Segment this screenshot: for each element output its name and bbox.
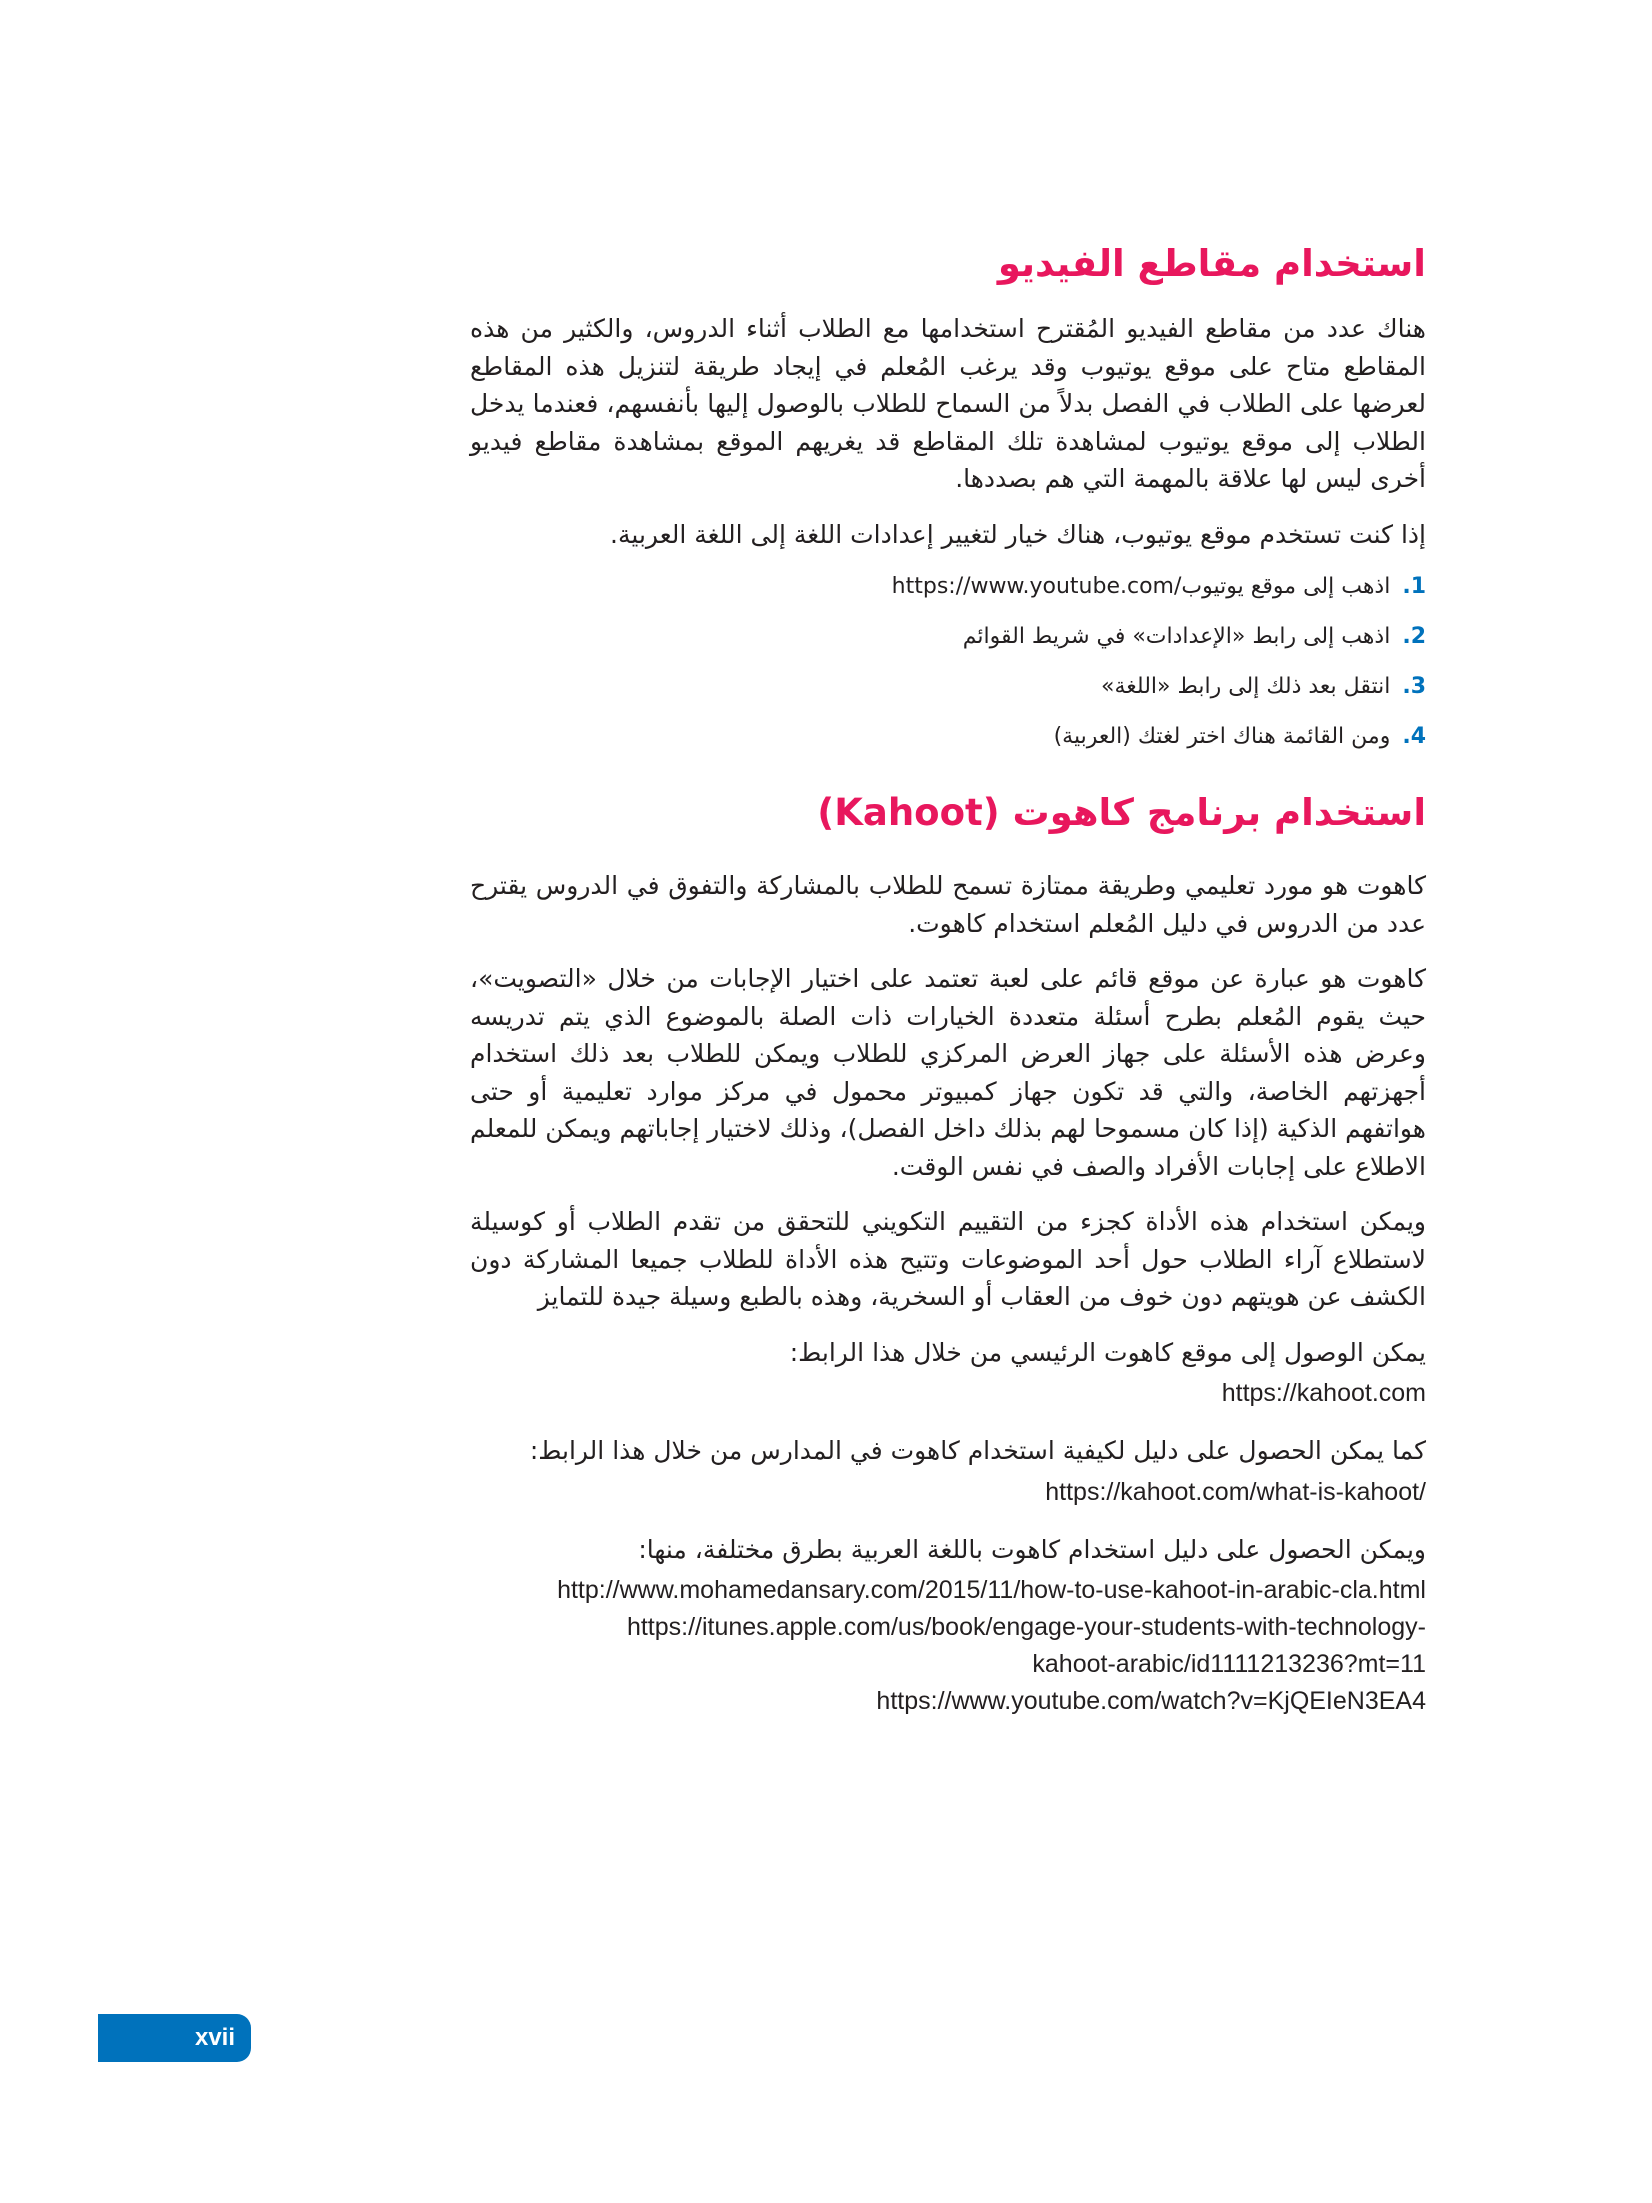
list-item: [470, 571, 1426, 603]
kahoot-paragraph-1: كاهوت هو مورد تعليمي وطريقة ممتازة تسمح للطلاب بالمشاركة والتفوق في الدروس يقترح عدد من الدروس في دليل المُعلم استخدام كاهوت.: [470, 871, 1426, 938]
kahoot-arabic-block: [470, 1531, 1426, 1721]
step-text: انتقل بعد ذلك إلى رابط «اللغة»: [1101, 674, 1391, 700]
step-text: ومن القائمة هناك اختر لغتك (العربية): [1053, 724, 1391, 750]
kahoot-guide-text: كما يمكن الحصول على دليل لكيفية استخدام كاهوت في المدارس من خلال هذا الرابط:: [529, 1436, 1426, 1466]
page-number: xvii: [194, 2024, 235, 2051]
step-number: 3.: [1402, 674, 1426, 700]
kahoot-section-title: استخدام برنامج كاهوت (Kahoot): [817, 791, 1426, 835]
kahoot-guide-link[interactable]: https://kahoot.com/what-is-kahoot/: [1045, 1477, 1426, 1506]
youtube-steps-list: [470, 571, 1426, 753]
kahoot-paragraph-3: ويمكن استخدام هذه الأداة كجزء من التقييم التكويني للتحقق من تقدم الطلاب أو كوسيلة لاستطلاع آراء الطلاب حول أحد الموضوعات وتتيح هذه الأداة للطلاب جميعا المشاركة دون الكشف عن هويتهم دون خوف من العقاب أو السخرية، وهذه بالطبع وسيلة جيدة للتمايز: [470, 1207, 1426, 1312]
step-number: 4.: [1402, 724, 1426, 750]
step-text: اذهب إلى موقع يوتيوب/https://www.youtube.com: [891, 574, 1391, 600]
kahoot-arabic-link-2a[interactable]: https://itunes.apple.com/us/book/engage-your-students-with-technology-: [626, 1613, 1426, 1642]
video-paragraph: هناك عدد من مقاطع الفيديو المُقترح استخدامها مع الطلاب أثناء الدروس، والكثير من هذه المقاطع متاح على موقع يوتيوب وقد يرغب المُعلم في إيجاد طريقة لتنزيل هذه المقاطع لعرضها على الطلاب في الفصل بدلاً من السماح للطلاب بالوصول إليها بأنفسهم، فعندما يدخل الطلاب إلى موقع يوتيوب لمشاهدة تلك المقاطع قد يغريهم الموقع بمشاهدة مقاطع فيديو أخرى ليس لها علاقة بالمهمة التي هم بصددها.: [470, 314, 1426, 494]
kahoot-arabic-link-2b[interactable]: kahoot-arabic/id1111213236?mt=11: [1032, 1650, 1426, 1679]
kahoot-arabic-link-3[interactable]: https://www.youtube.com/watch?v=KjQEIeN3EA4: [876, 1687, 1426, 1716]
video-intro: إذا كنت تستخدم موقع يوتيوب، هناك خيار لتغيير إعدادات اللغة إلى اللغة العربية.: [610, 519, 1426, 549]
step-number: 2.: [1402, 624, 1426, 650]
page-content: [470, 240, 1426, 1740]
kahoot-access-text: يمكن الوصول إلى موقع كاهوت الرئيسي من خلال هذا الرابط:: [789, 1337, 1426, 1367]
kahoot-access-block: [470, 1334, 1426, 1413]
kahoot-arabic-link-1[interactable]: http://www.mohamedansary.com/2015/11/how-to-use-kahoot-in-arabic-cla.html: [557, 1576, 1426, 1605]
kahoot-arabic-text: ويمكن الحصول على دليل استخدام كاهوت باللغة العربية بطرق مختلفة، منها:: [638, 1534, 1426, 1564]
video-section-title: استخدام مقاطع الفيديو: [997, 242, 1426, 285]
page-number-tab: [98, 2014, 251, 2062]
step-text: اذهب إلى رابط «الإعدادات» في شريط القوائم: [962, 624, 1391, 650]
list-item: [470, 671, 1426, 703]
kahoot-paragraph-2: كاهوت هو عبارة عن موقع قائم على لعبة تعتمد على اختيار الإجابات من خلال «التصويت»، حيث يقوم المُعلم بطرح أسئلة متعددة الخيارات ذات الصلة بالموضوع الذي يتم تدريسه وعرض هذه الأسئلة على جهاز العرض المركزي للطلاب ويمكن للطلاب بعد ذلك استخدام أجهزتهم الخاصة، والتي قد تكون جهاز كمبيوتر محمول في مركز موارد تعليمية أو حتى هواتفهم الذكية (إذا كان مسموحا لهم بذلك داخل الفصل)، وذلك لاختيار إجاباتهم ويمكن للمعلم الاطلاع على إجابات الأفراد والصف في نفس الوقت.: [470, 964, 1426, 1181]
kahoot-guide-block: [470, 1432, 1426, 1511]
list-item: [470, 621, 1426, 653]
list-item: [470, 721, 1426, 753]
kahoot-main-link[interactable]: https://kahoot.com: [1221, 1379, 1426, 1408]
step-number: 1.: [1402, 574, 1426, 600]
